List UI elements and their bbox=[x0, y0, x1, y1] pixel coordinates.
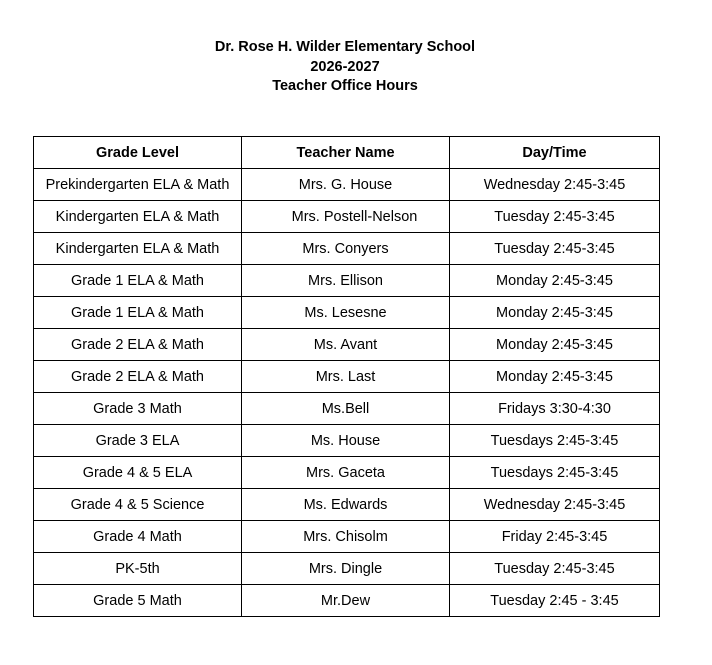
table-row bbox=[34, 265, 660, 297]
grade-level-cell: Grade 4 Math bbox=[34, 521, 242, 553]
school-name: Dr. Rose H. Wilder Elementary School bbox=[214, 39, 476, 55]
grade-level-cell: Grade 2 ELA & Math bbox=[34, 329, 242, 361]
grade-level-cell: Grade 2 ELA & Math bbox=[34, 361, 242, 393]
day-time-cell: Monday 2:45-3:45 bbox=[450, 265, 660, 297]
day-time-cell: Tuesday 2:45 - 3:45 bbox=[450, 585, 660, 617]
teacher-name-cell: Mrs. Dingle bbox=[242, 553, 450, 585]
grade-level-cell: Grade 4 & 5 Science bbox=[34, 489, 242, 521]
table-row bbox=[34, 521, 660, 553]
grade-level-cell: Grade 4 & 5 ELA bbox=[34, 457, 242, 489]
grade-level-cell: Grade 3 ELA bbox=[34, 425, 242, 457]
day-time-cell: Fridays 3:30-4:30 bbox=[450, 393, 660, 425]
teacher-name-cell: Ms. Avant bbox=[242, 329, 450, 361]
table-row bbox=[34, 297, 660, 329]
document-title: Teacher Office Hours bbox=[272, 78, 418, 94]
day-time-cell: Wednesday 2:45-3:45 bbox=[450, 169, 660, 201]
teacher-name-cell: Mrs. G. House bbox=[242, 169, 450, 201]
table-row bbox=[34, 393, 660, 425]
grade-level-cell: Grade 1 ELA & Math bbox=[34, 297, 242, 329]
teacher-name-cell: Mr.Dew bbox=[242, 585, 450, 617]
teacher-name-cell: Mrs. Chisolm bbox=[242, 521, 450, 553]
grade-level-cell: Kindergarten ELA & Math bbox=[34, 201, 242, 233]
grade-level-cell: Kindergarten ELA & Math bbox=[34, 233, 242, 265]
table-row bbox=[34, 489, 660, 521]
day-time-cell: Tuesday 2:45-3:45 bbox=[450, 233, 660, 265]
teacher-name-cell: Ms. Lesesne bbox=[242, 297, 450, 329]
table-row bbox=[34, 585, 660, 617]
day-time-cell: Monday 2:45-3:45 bbox=[450, 297, 660, 329]
day-time-cell: Monday 2:45-3:45 bbox=[450, 329, 660, 361]
day-time-cell: Wednesday 2:45-3:45 bbox=[450, 489, 660, 521]
grade-level-cell: Grade 5 Math bbox=[34, 585, 242, 617]
day-time-cell: Monday 2:45-3:45 bbox=[450, 361, 660, 393]
table-row bbox=[34, 361, 660, 393]
teacher-name-cell: Mrs. Last bbox=[242, 361, 450, 393]
table-row bbox=[34, 329, 660, 361]
day-time-cell: Tuesdays 2:45-3:45 bbox=[450, 457, 660, 489]
column-header-grade-level: Grade Level bbox=[34, 137, 242, 169]
grade-level-cell: Grade 1 ELA & Math bbox=[34, 265, 242, 297]
grade-level-cell: Grade 3 Math bbox=[34, 393, 242, 425]
teacher-name-cell: Mrs. Gaceta bbox=[242, 457, 450, 489]
day-time-cell: Friday 2:45-3:45 bbox=[450, 521, 660, 553]
grade-level-cell: Prekindergarten ELA & Math bbox=[34, 169, 242, 201]
grade-level-cell: PK-5th bbox=[34, 553, 242, 585]
teacher-name-cell: Mrs. Postell-Nelson bbox=[242, 201, 450, 233]
teacher-name-cell: Mrs. Conyers bbox=[242, 233, 450, 265]
day-time-cell: Tuesday 2:45-3:45 bbox=[450, 553, 660, 585]
table-row bbox=[34, 457, 660, 489]
teacher-name-cell: Ms. House bbox=[242, 425, 450, 457]
teacher-name-cell: Mrs. Ellison bbox=[242, 265, 450, 297]
teacher-name-cell: Ms. Edwards bbox=[242, 489, 450, 521]
day-time-cell: Tuesdays 2:45-3:45 bbox=[450, 425, 660, 457]
table-row bbox=[34, 553, 660, 585]
teacher-name-cell: Ms.Bell bbox=[242, 393, 450, 425]
office-hours-table bbox=[33, 136, 660, 617]
table-row bbox=[34, 201, 660, 233]
table-header-row bbox=[34, 137, 660, 169]
table-row bbox=[34, 169, 660, 201]
column-header-teacher-name: Teacher Name bbox=[242, 137, 450, 169]
table-row bbox=[34, 425, 660, 457]
table-row bbox=[34, 233, 660, 265]
document-heading bbox=[0, 38, 690, 97]
column-header-day-time: Day/Time bbox=[450, 137, 660, 169]
school-year: 2026-2027 bbox=[310, 58, 380, 75]
day-time-cell: Tuesday 2:45-3:45 bbox=[450, 201, 660, 233]
